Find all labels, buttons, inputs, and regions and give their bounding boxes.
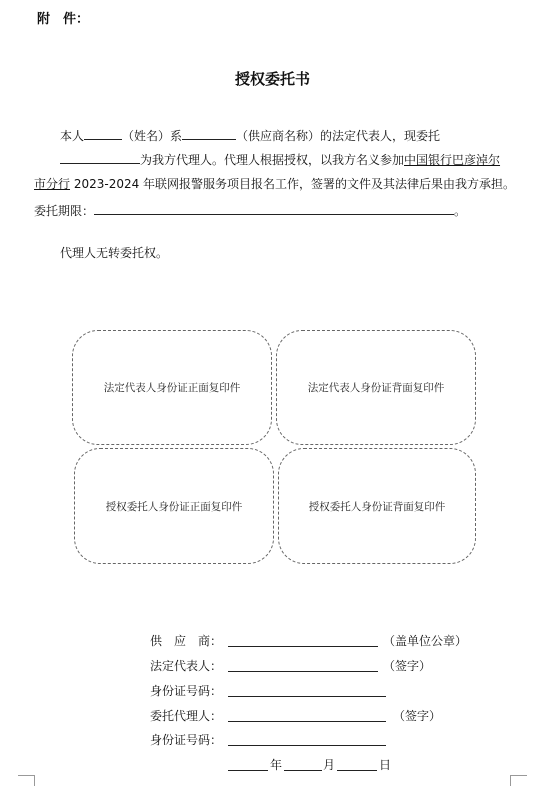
day-label: 日 xyxy=(379,758,392,772)
id-box-legal-back xyxy=(276,330,476,445)
document-title: 授权委托书 xyxy=(234,70,310,88)
name-blank xyxy=(84,126,122,140)
day-line xyxy=(337,770,377,771)
id-box-agent-front xyxy=(74,448,274,564)
para1-line2 xyxy=(60,150,500,168)
id2-line xyxy=(228,745,386,746)
para1-text: （姓名）系 xyxy=(122,129,183,143)
id1-label: 身份证号码： xyxy=(150,684,223,698)
agent-note: （签字） xyxy=(393,709,442,723)
legal-rep-note: （签字） xyxy=(383,659,432,673)
attachment-label: 附 件： xyxy=(37,12,90,27)
supplier-line xyxy=(228,646,378,647)
bank-name-link: 中国银行巴彦淖尔 xyxy=(404,153,501,167)
para1-line1 xyxy=(60,126,440,144)
legal-rep-line xyxy=(228,671,378,672)
id1-line xyxy=(228,696,386,697)
term-blank xyxy=(94,201,454,215)
term-end: 。 xyxy=(454,204,467,218)
term-label: 委托期限： xyxy=(34,204,95,218)
id-box-label: 法定代表人身份证背面复印件 xyxy=(307,382,445,394)
year-line xyxy=(228,770,268,771)
id-box-agent-back xyxy=(278,448,476,564)
id-box-legal-front xyxy=(72,330,272,445)
agent-blank xyxy=(60,150,140,164)
bank-branch-link: 市分行 xyxy=(34,177,71,191)
para1-text: 本人 xyxy=(60,129,85,143)
id2-label: 身份证号码： xyxy=(150,733,223,747)
page-corner-mark xyxy=(510,775,527,786)
year-label: 年 xyxy=(270,758,283,772)
para1-text: 2023-2024 年联网报警服务项目报名工作，签署的文件及其法律后果由我方承担。 xyxy=(70,177,516,191)
term-line xyxy=(34,201,466,219)
id-box-label: 授权委托人身份证正面复印件 xyxy=(105,500,243,513)
supplier-label: 供 应 商： xyxy=(150,634,223,648)
agent-line xyxy=(228,721,386,722)
legal-rep-label: 法定代表人： xyxy=(150,659,223,673)
id-box-label: 授权委托人身份证背面复印件 xyxy=(308,500,446,513)
para1-text: （供应商名称）的法定代表人，现委托 xyxy=(236,129,441,143)
para1-line3 xyxy=(34,175,515,192)
no-sub-delegation: 代理人无转委托权。 xyxy=(60,246,169,260)
month-line xyxy=(284,770,322,771)
para1-text: 为我方代理人。代理人根据授权，以我方名义参加 xyxy=(140,153,405,167)
supplier-name-blank xyxy=(182,126,236,140)
agent-label: 委托代理人： xyxy=(150,709,223,723)
id-box-label: 法定代表人身份证正面复印件 xyxy=(103,382,241,394)
page-corner-mark xyxy=(18,775,35,786)
supplier-note: （盖单位公章） xyxy=(383,634,468,648)
month-label: 月 xyxy=(323,758,336,772)
